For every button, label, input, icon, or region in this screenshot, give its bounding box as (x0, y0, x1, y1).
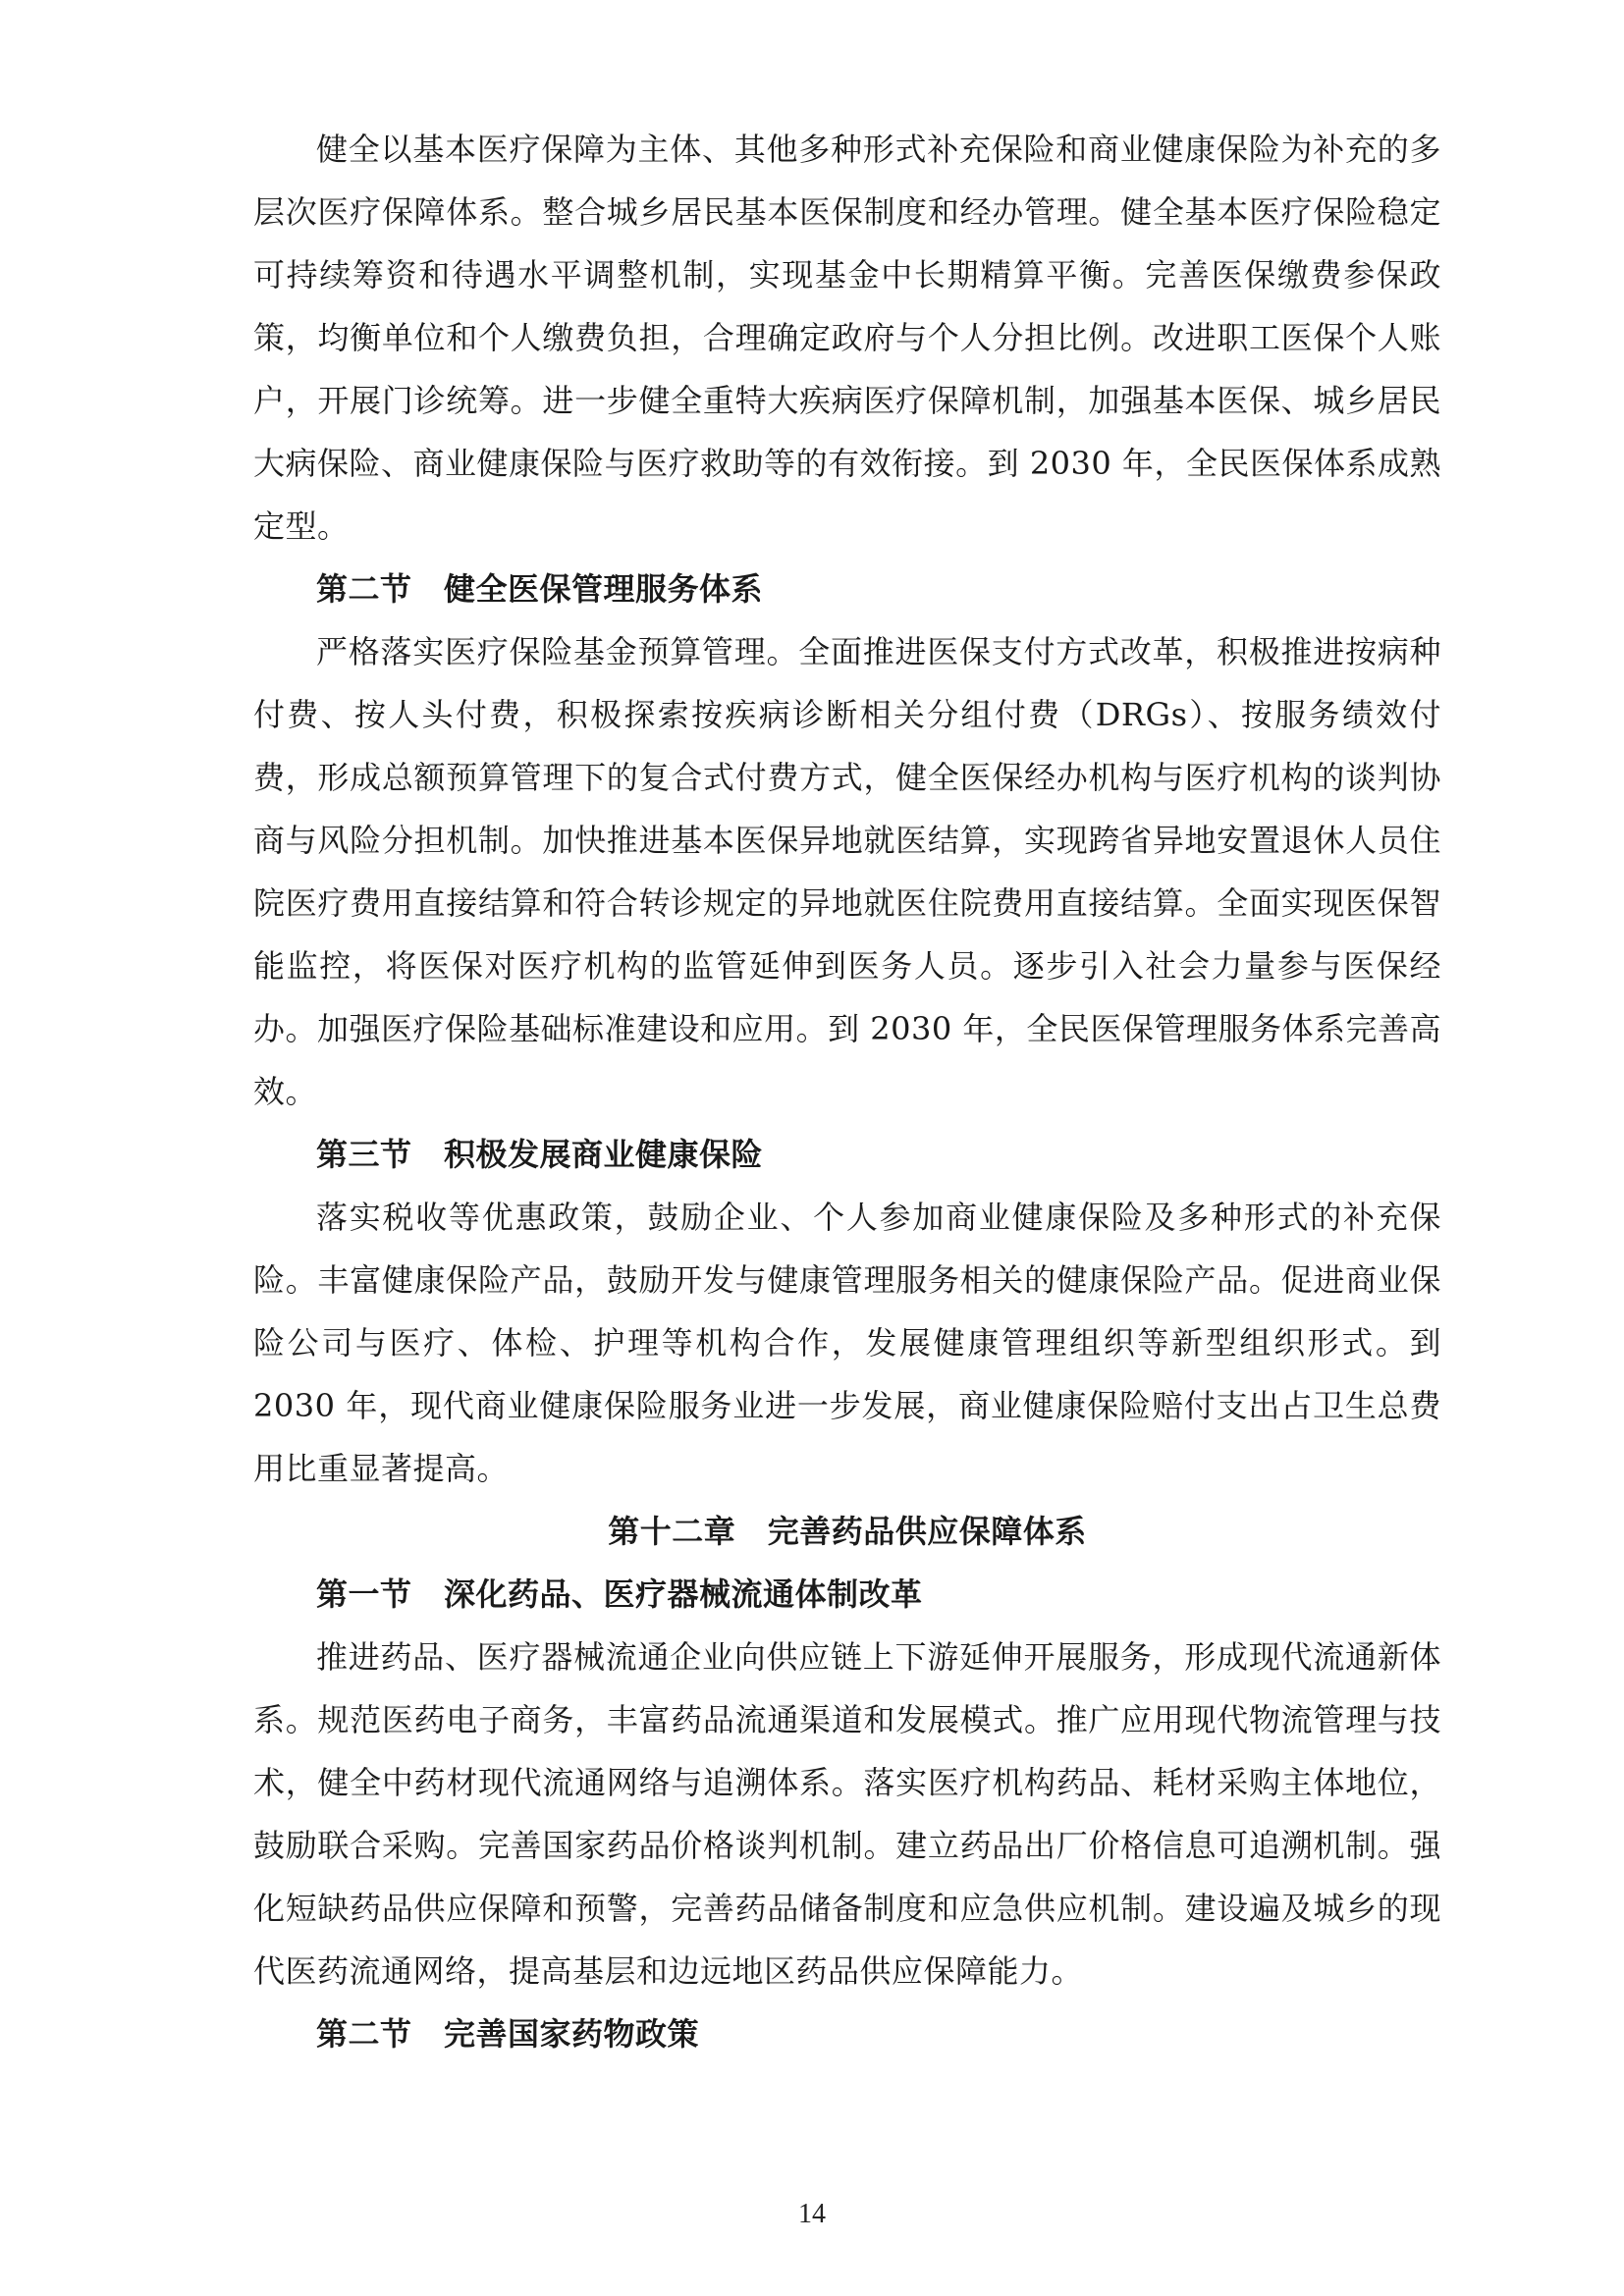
paragraph-medical-insurance-system: 健全以基本医疗保障为主体、其他多种形式补充保险和商业健康保险为补充的多层次医疗保障体系。整合城乡居民基本医保制度和经办管理。健全基本医疗保险稳定可持续筹资和待遇水平调整机制，实现基金中长期精算平衡。完善医保缴费参保政策，均衡单位和个人缴费负担，合理确定政府与个人分担比例。改进职工医保个人账户，开展门诊统筹。进一步健全重特大疾病医疗保障机制，加强基本医保、城乡居民大病保险、商业健康保险与医疗救助等的有效衔接。到 2030 年，全民医保体系成熟定型。 (253, 131, 1441, 545)
paragraph-insurance-management: 严格落实医疗保险基金预算管理。全面推进医保支付方式改革，积极推进按病种付费、按人头付费，积极探索按疾病诊断相关分组付费（DRGs）、按服务绩效付费，形成总额预算管理下的复合式付费方式，健全医保经办机构与医疗机构的谈判协商与风险分担机制。加快推进基本医保异地就医结算，实现跨省异地安置退休人员住院医疗费用直接结算和符合转诊规定的异地就医住院费用直接结算。全面实现医保智能监控，将医保对医疗机构的监管延伸到医务人员。逐步引入社会力量参与医保经办。加强医疗保险基础标准建设和应用。到 2030 年，全民医保管理服务体系完善高效。 (253, 633, 1441, 1110)
section-heading-drug-circulation-reform: 第一节 深化药品、医疗器械流通体制改革 (316, 1575, 923, 1613)
section-heading-commercial-insurance: 第三节 积极发展商业健康保险 (316, 1136, 764, 1173)
paragraph-drug-circulation-reform: 推进药品、医疗器械流通企业向供应链上下游延伸开展服务，形成现代流通新体系。规范医药电子商务，丰富药品流通渠道和发展模式。推广应用现代物流管理与技术，健全中药材现代流通网络与追溯体系。落实医疗机构药品、耗材采购主体地位，鼓励联合采购。完善国家药品价格谈判机制。建立药品出厂价格信息可追溯机制。强化短缺药品供应保障和预警，完善药品储备制度和应急供应机制。建设遍及城乡的现代医药流通网络，提高基层和边远地区药品供应保障能力。 (253, 1638, 1441, 1990)
section-heading-national-drug-policy: 第二节 完善国家药物政策 (316, 2015, 700, 2053)
page-number: 14 (798, 2199, 826, 2229)
section-heading-insurance-management: 第二节 健全医保管理服务体系 (316, 570, 764, 608)
paragraph-commercial-insurance: 落实税收等优惠政策，鼓励企业、个人参加商业健康保险及多种形式的补充保险。丰富健康保险产品，鼓励开发与健康管理服务相关的健康保险产品。促进商业保险公司与医疗、体检、护理等机构合作，发展健康管理组织等新型组织形式。到 2030 年，现代商业健康保险服务业进一步发展，商业健康保险赔付支出占卫生总费用比重显著提高。 (253, 1199, 1441, 1487)
chapter-heading-drug-supply: 第十二章 完善药品供应保障体系 (608, 1513, 1087, 1550)
document-body (253, 118, 1441, 2065)
